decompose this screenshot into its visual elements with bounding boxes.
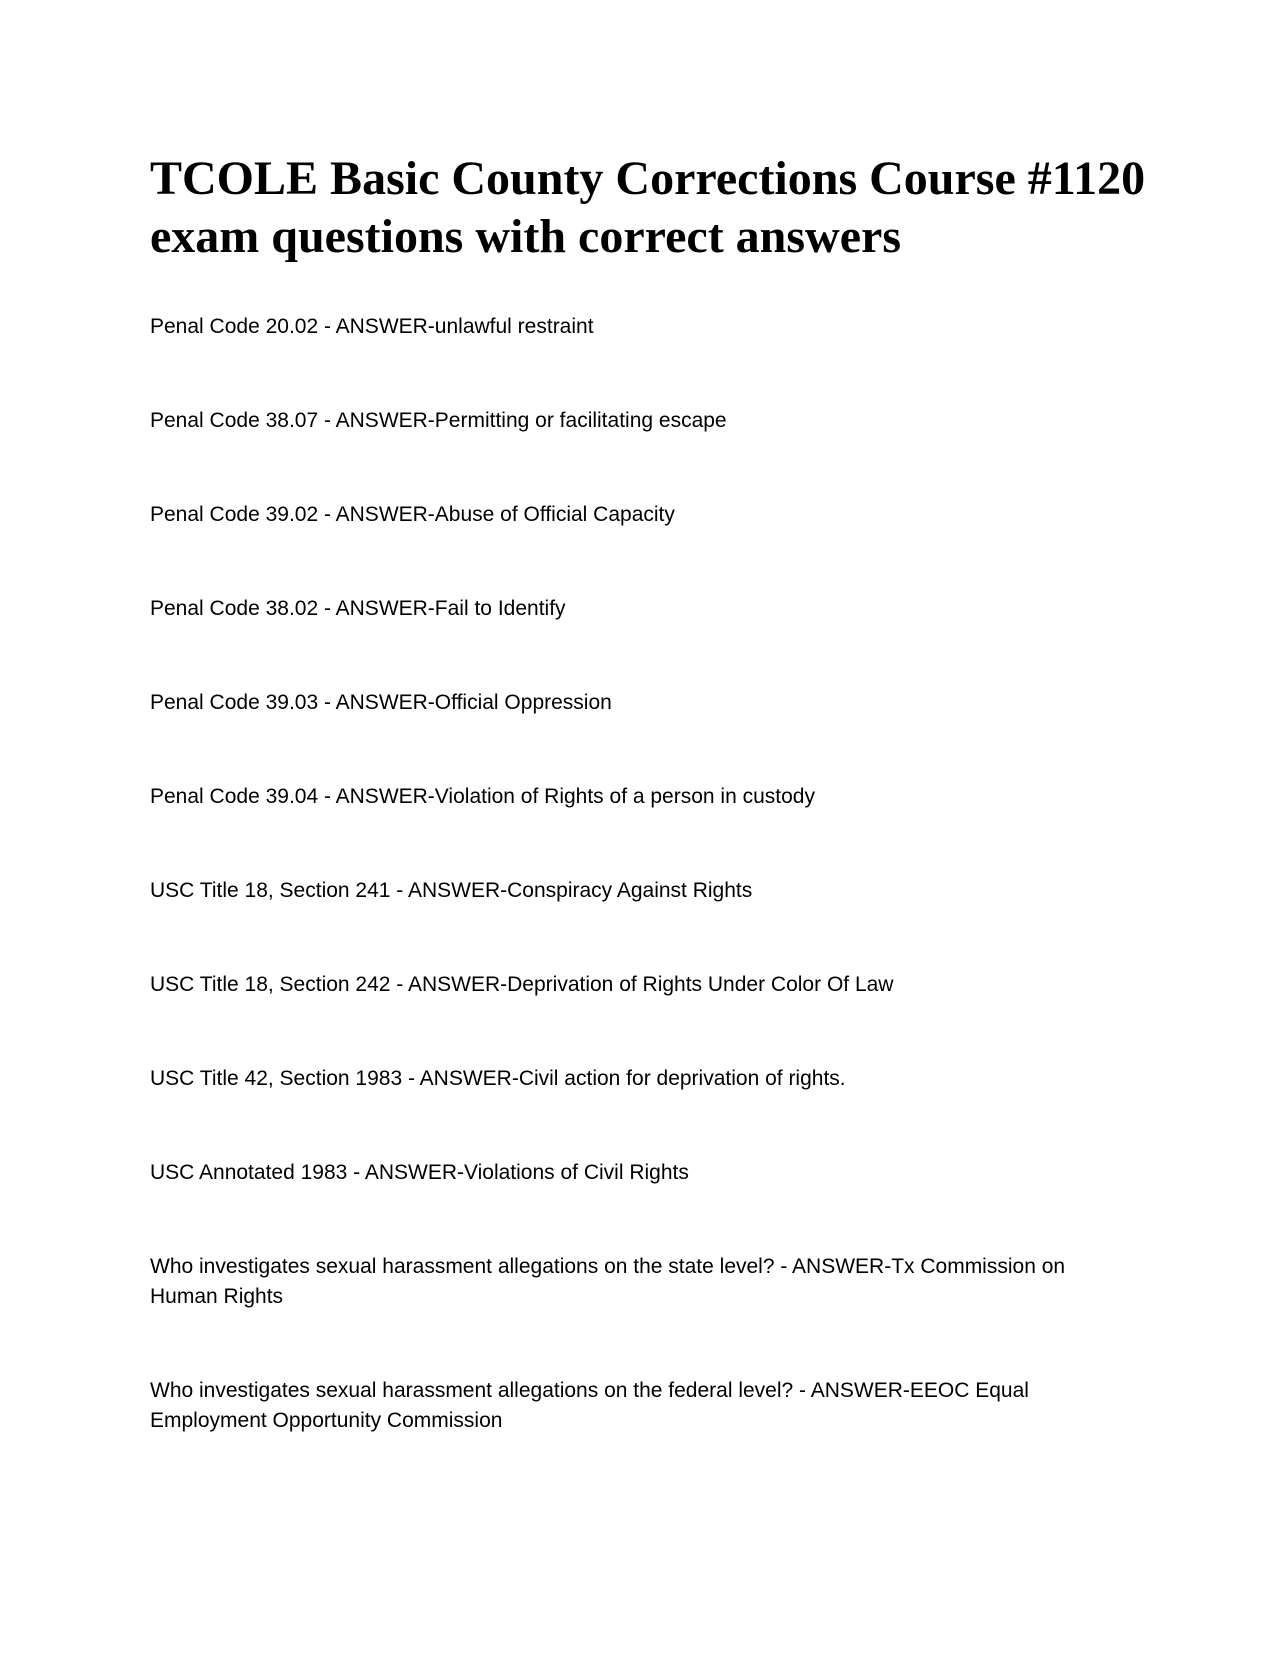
qa-item: USC Title 18, Section 241 - ANSWER-Conspiracy Against Rights	[150, 879, 753, 902]
qa-item: Penal Code 38.02 - ANSWER-Fail to Identify	[150, 597, 566, 620]
document-title: TCOLE Basic County Corrections Course #1120 exam questions with correct answers	[150, 152, 1146, 263]
qa-item: Who investigates sexual harassment allegations on the state level? - ANSWER-Tx Commission on Human Rights	[150, 1255, 1066, 1308]
qa-item: Penal Code 39.03 - ANSWER-Official Oppression	[150, 691, 612, 714]
qa-item: Penal Code 39.02 - ANSWER-Abuse of Official Capacity	[150, 503, 675, 526]
qa-item: USC Title 18, Section 242 - ANSWER-Deprivation of Rights Under Color Of Law	[150, 973, 894, 996]
qa-item: Penal Code 38.07 - ANSWER-Permitting or facilitating escape	[150, 409, 727, 432]
qa-item: Penal Code 20.02 - ANSWER-unlawful restraint	[150, 315, 594, 338]
qa-item: Who investigates sexual harassment allegations on the federal level? - ANSWER-EEOC Equal Employment Opportunity Commission	[150, 1379, 1029, 1432]
qa-item: Penal Code 39.04 - ANSWER-Violation of Rights of a person in custody	[150, 785, 815, 808]
qa-item: USC Title 42, Section 1983 - ANSWER-Civil action for deprivation of rights.	[150, 1067, 846, 1090]
qa-item: USC Annotated 1983 - ANSWER-Violations of Civil Rights	[150, 1161, 689, 1184]
qa-list	[150, 312, 1130, 1500]
